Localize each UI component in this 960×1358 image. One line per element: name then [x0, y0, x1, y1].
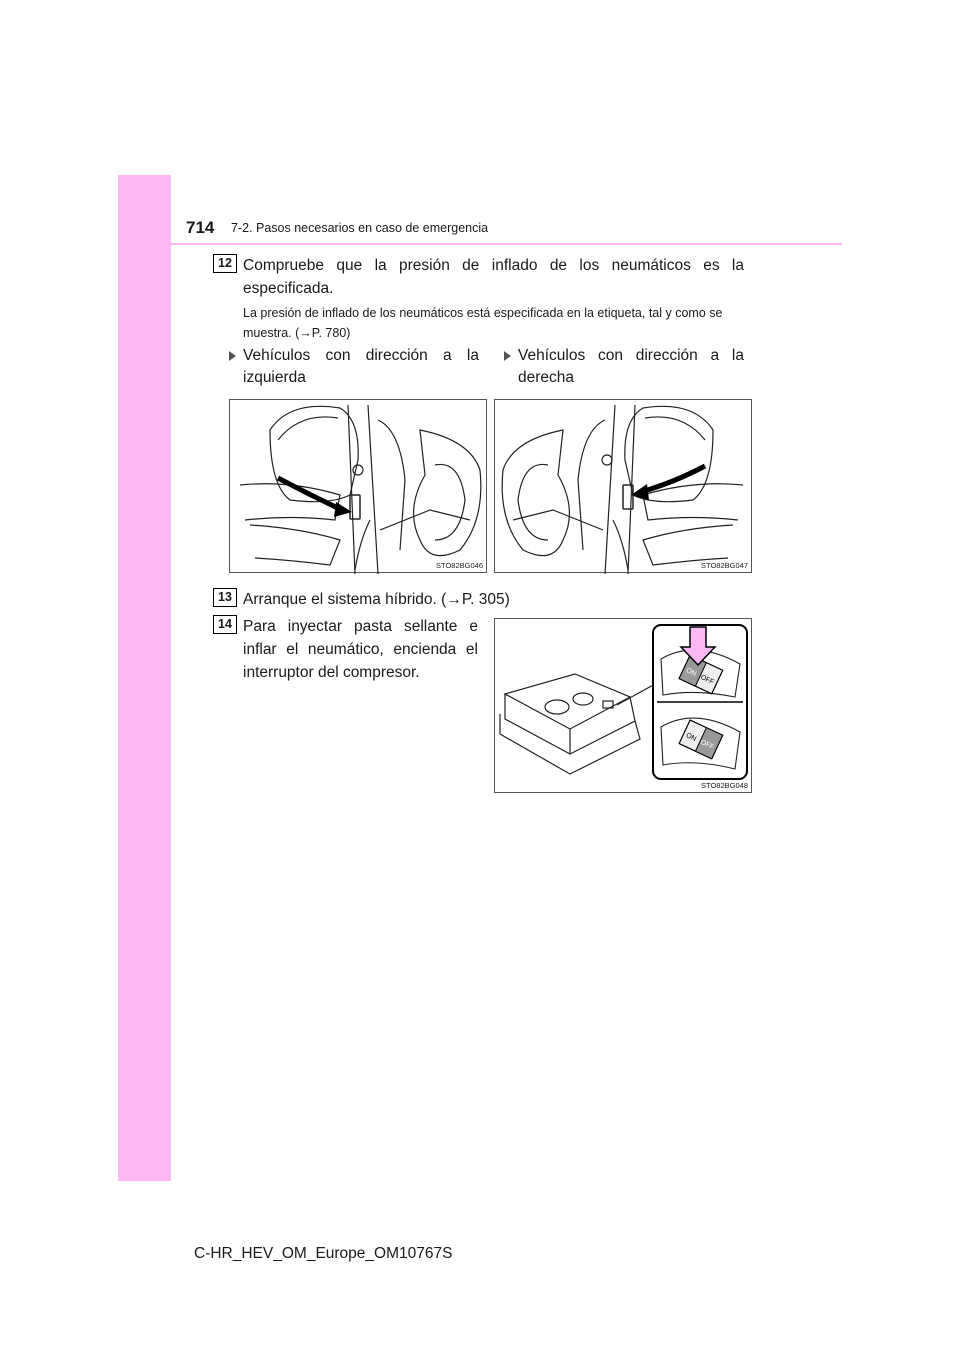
step-number-badge: 13: [213, 588, 237, 607]
illustration-compressor-switch: [494, 618, 752, 793]
figure-code: STO82BG048: [701, 781, 748, 790]
bullet-triangle-icon: [504, 351, 511, 361]
illustration-left-drive-label: [229, 399, 487, 573]
section-tab-sidebar: [118, 175, 171, 1181]
page-number: 714: [186, 218, 215, 237]
car-door-illustration: [495, 400, 753, 574]
illustration-right-drive-label: [494, 399, 752, 573]
bullet-triangle-icon: [229, 351, 236, 361]
step-note: La presión de inflado de los neumáticos está especificada en la etiqueta, tal y como se muestra. (→P. 780): [243, 306, 723, 340]
switch-off-label: OFF: [699, 673, 715, 687]
compressor-illustration: [495, 619, 753, 794]
figure-code: STO82BG046: [436, 561, 483, 570]
list-item-right-drive: [518, 345, 744, 389]
switch-off-label: OFF: [699, 738, 715, 752]
switch-on-label: ON: [684, 667, 698, 678]
list-item-label: Vehículos con dirección a la izquierda: [243, 347, 479, 386]
list-item-label: Vehículos con dirección a la derecha: [518, 347, 744, 386]
figure-code: STO82BG047: [701, 561, 748, 570]
section-title: 7-2. Pasos necesarios en caso de emergencia: [231, 221, 489, 235]
document-id-footer: C-HR_HEV_OM_Europe_OM10767S: [194, 1245, 453, 1262]
step-text: Compruebe que la presión de inflado de los neumáticos es la especificada.: [243, 257, 744, 297]
switch-on-label: ON: [684, 732, 698, 743]
car-door-illustration: [230, 400, 488, 574]
step-number-badge: 12: [213, 254, 237, 273]
header-rule: [118, 243, 842, 245]
step-text: Arranque el sistema híbrido. (→P. 305): [243, 591, 510, 608]
list-item-left-drive: [243, 345, 479, 389]
step-number-badge: 14: [213, 615, 237, 634]
step-text: Para inyectar pasta sellante e inflar el neumático, encienda el interruptor del compresor.: [243, 618, 478, 681]
